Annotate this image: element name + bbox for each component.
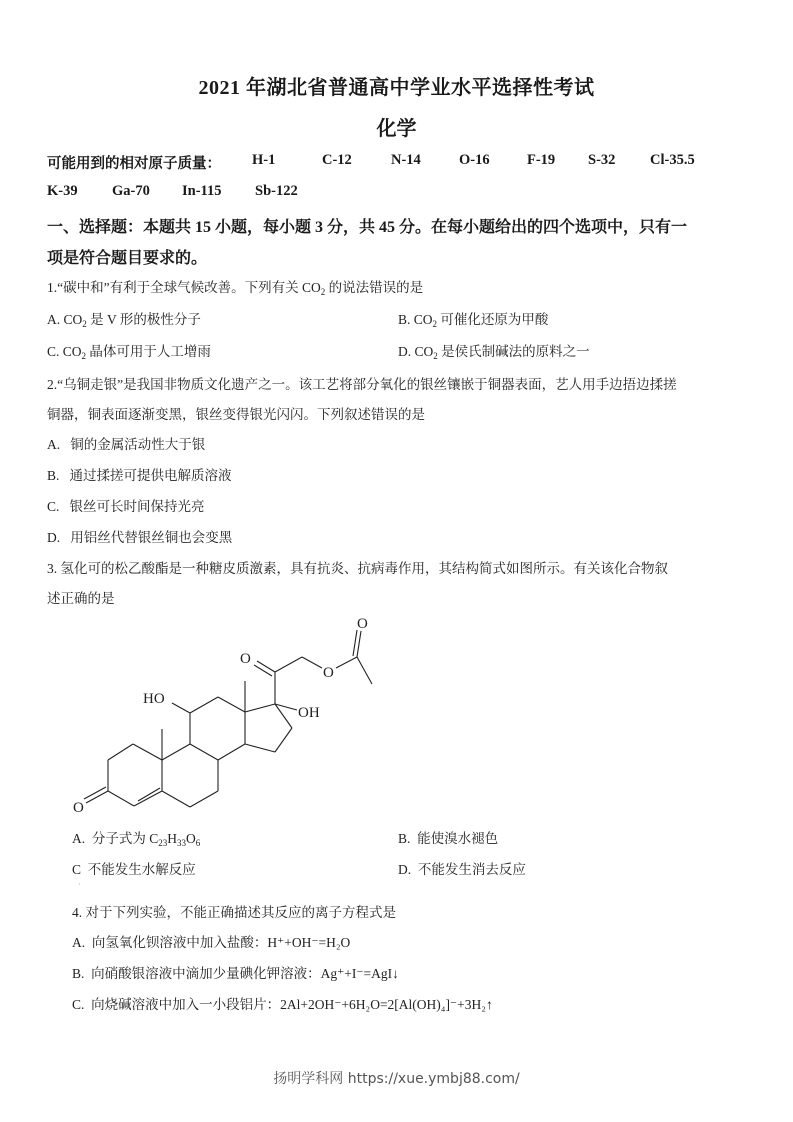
question-2-option-d[interactable]: D. 用铝丝代替银丝铜也会变黑 [47, 530, 233, 545]
question-3-option-b[interactable]: B. 能使溴水褪色 [398, 831, 499, 846]
mass-in: In-115 [182, 183, 222, 199]
question-1-option-c[interactable]: C. $CO_2$ 晶体可用于人工增雨 [47, 344, 211, 361]
mass-ga: Ga-70 [112, 183, 150, 199]
question-1-option-a[interactable]: A. $CO_2$ 是 V 形的极性分子 [47, 312, 201, 329]
question-2-stem-line1: 2.“乌铜走银”是我国非物质文化遗产之一。该工艺将部分氧化的银丝镶嵌于铜器表面，艺人用手边捂边揉搓 [47, 377, 677, 392]
question-3-stem-line1: 3. 氢化可的松乙酸酯是一种糖皮质激素，具有抗炎、抗病毒作用，其结构简式如图所示。有关该化合物叙 [47, 561, 668, 576]
section-heading-line1: 一、选择题：本题共 15 小题，每小题 3 分，共 45 分。在每小题给出的四个选项中，只有一 [47, 219, 688, 236]
scan-artifact-dot: · [78, 880, 81, 889]
equation-a: H⁺+OH⁻=H₂O [267, 935, 351, 950]
mass-h: H-1 [252, 152, 276, 168]
question-3-stem-line2: 述正确的是 [47, 591, 115, 606]
question-3-option-d[interactable]: D. 不能发生消去反应 [398, 862, 526, 877]
atomic-masses-row1 [47, 152, 221, 173]
c11-hydroxyl-label: HO [143, 691, 165, 707]
question-2-option-c[interactable]: C. 银丝可长时间保持光亮 [47, 499, 205, 514]
question-1-option-d[interactable]: D. $CO_2$ 是侯氏制碱法的原料之一 [398, 344, 590, 361]
hydrocortisone-acetate-structure [60, 610, 390, 825]
mass-s: S-32 [588, 152, 616, 168]
question-4-stem: 4. 对于下列实验，不能正确描述其反应的离子方程式是 [72, 905, 396, 920]
question-3-option-a[interactable]: A. 分子式为 $C_{23}H_{33}O_6$ [72, 831, 201, 848]
question-2-stem-line2: 铜器，铜表面逐渐变黑，银丝变得银光闪闪。下列叙述错误的是 [47, 407, 425, 422]
question-4-option-b[interactable]: B. 向硝酸银溶液中滴加少量碘化钾溶液：Ag⁺+I⁻=AgI↓ [72, 966, 399, 981]
mass-k: K-39 [47, 183, 78, 199]
exam-title: 2021 年湖北省普通高中学业水平选择性考试 [198, 77, 595, 99]
question-2-option-b[interactable]: B. 通过揉搓可提供电解质溶液 [47, 468, 232, 483]
question-1-option-b[interactable]: B. $CO_2$ 可催化还原为甲酸 [398, 312, 549, 329]
c3-ketone-oxygen-label: O [73, 800, 84, 816]
mass-cl: Cl-35.5 [650, 152, 695, 168]
question-1-stem: 1.“碳中和”有利于全球气候改善。下列有关 $CO_2$ 的说法错误的是 [47, 280, 424, 297]
mass-c: C-12 [322, 152, 352, 168]
exam-subject: 化学 [376, 118, 417, 140]
equation-b: Ag⁺+I⁻=AgI↓ [320, 966, 399, 981]
question-2-option-a[interactable]: A. 铜的金属活动性大于银 [47, 437, 206, 452]
question-4-option-c[interactable]: C. 向烧碱溶液中加入一小段铝片：2Al+2OH⁻+6H₂O=2[Al(OH)₄]⁻+3H₂↑ [72, 997, 493, 1012]
acetyl-oxygen-label: O [357, 616, 368, 632]
section-heading-line2: 项是符合题目要求的。 [47, 250, 208, 267]
equation-c: 2Al+2OH⁻+6H₂O=2[Al(OH)₄]⁻+3H₂↑ [280, 997, 493, 1012]
mass-f: F-19 [527, 152, 556, 168]
ester-oxygen-label: O [323, 665, 334, 681]
mass-n: N-14 [391, 152, 421, 168]
mass-sb: Sb-122 [255, 183, 298, 199]
question-4-option-a[interactable]: A. 向氢氧化钡溶液中加入盐酸：H⁺+OH⁻=H₂O [72, 935, 351, 950]
mass-o: O-16 [459, 152, 490, 168]
watermark-footer[interactable]: 扬明学科网 https://xue.ymbj88.com/ [273, 1071, 520, 1087]
question-3-option-c[interactable]: C 不能发生水解反应 [72, 862, 196, 877]
c20-ketone-oxygen-label: O [240, 651, 251, 667]
c17-hydroxyl-label: OH [298, 705, 320, 721]
atomic-masses-label: 可能用到的相对原子质量： [47, 156, 221, 172]
